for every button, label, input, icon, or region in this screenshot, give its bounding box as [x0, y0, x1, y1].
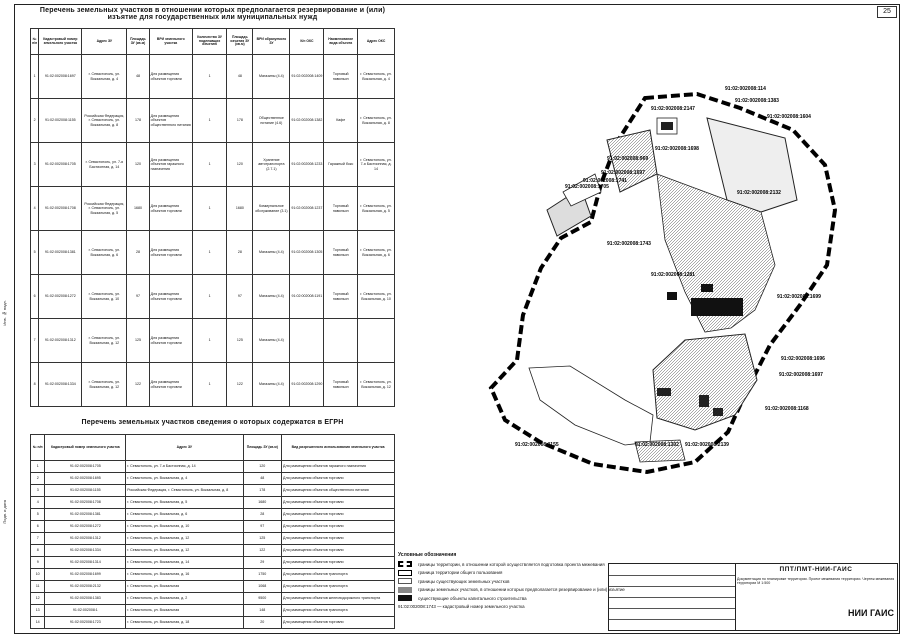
- column-header: ВРИ образуемого ЗУ: [253, 29, 290, 55]
- table-cell: 91:02:002008:1334: [45, 545, 126, 557]
- table-cell: 8: [31, 363, 39, 407]
- table-cell: г. Севастополь, ул. Вокзальная, д. 8: [358, 99, 395, 143]
- table-cell: г. Севастополь, ул. Вокзальная, д. 16: [126, 569, 243, 581]
- table-cell: 1: [192, 55, 226, 99]
- table-cell: Для размещения объектов торговли: [282, 497, 395, 509]
- table-cell: 178: [243, 485, 281, 497]
- table-cell: Для размещения объектов торговли: [282, 617, 395, 629]
- table-cell: 97: [227, 275, 253, 319]
- table-cell: Для размещения объектов торговли: [282, 521, 395, 533]
- table-row: [31, 557, 395, 569]
- table-cell: Для размещения объектов транспорта: [282, 581, 395, 593]
- cadastral-label: 91:02:002008:2132: [737, 190, 781, 196]
- table-cell: Для размещения объектов торговли: [149, 275, 192, 319]
- table-cell: 125: [243, 533, 281, 545]
- column-header: Адрес ЗУ: [126, 435, 243, 461]
- table-cell: г. Севастополь, ул. Вокзальная, д. 10: [126, 521, 243, 533]
- table-row: [31, 485, 395, 497]
- table-cell: 97: [127, 275, 149, 319]
- column-header: Адрес ОКС: [358, 29, 395, 55]
- table-row: [31, 461, 395, 473]
- table-row: [31, 569, 395, 581]
- table-cell: 97: [243, 521, 281, 533]
- table-cell: г. Севастополь, ул. Вокзальная, д. 12: [82, 363, 127, 407]
- table-cell: 91:02:002008:1409: [290, 55, 324, 99]
- table-cell: 91:02:002008:1312: [45, 533, 126, 545]
- table-cell: г. Севастополь, ул. Вокзальная, д. 2: [126, 593, 243, 605]
- drawing-description: Документация по планировке территории. Проект межевания территории. Чертеж межевания территории М 1:500: [737, 577, 895, 586]
- table-cell: 91:02:002008:1314: [45, 557, 126, 569]
- table-cell: Кафе: [324, 99, 358, 143]
- table-cell: г. Севастополь, ул. Вокзальная, д. 6: [82, 231, 127, 275]
- table-cell: 11: [31, 581, 45, 593]
- table-cell: Для размещения объектов торговли: [282, 557, 395, 569]
- cadastral-label: 91:02:002008:1281: [651, 272, 695, 278]
- table-cell: 91:02:002008:1334: [39, 363, 82, 407]
- table-cell: Для размещения объектов транспорта: [282, 569, 395, 581]
- cadastral-label: 91:02:002008:2139: [685, 442, 729, 448]
- table-row: [31, 99, 395, 143]
- table-cell: г. Севастополь, ул. Вокзальная, д. 12: [126, 545, 243, 557]
- legend-item: границы существующих земельных участков: [398, 577, 625, 586]
- table-cell: 91:02:002008:1695: [45, 473, 126, 485]
- table-cell: 91:02:002008:2132: [45, 581, 126, 593]
- table-cell: Для размещения объектов гаражного назначения: [149, 143, 192, 187]
- table-cell: 6: [31, 275, 39, 319]
- table-cell: 1: [192, 143, 226, 187]
- table-cell: г. Севастополь, ул. Вокзальная, д. 4: [82, 55, 127, 99]
- table-cell: 122: [227, 363, 253, 407]
- table-cell: 91:02:002008:1233: [290, 143, 324, 187]
- table-cell: 9500: [243, 593, 281, 605]
- table-cell: 1: [192, 99, 226, 143]
- table-cell: г. Севастополь, ул. 7-я Бастионная, д. 14: [126, 461, 243, 473]
- table-cell: 1750: [243, 569, 281, 581]
- table-cell: Для размещения объектов торговли: [149, 363, 192, 407]
- table-row: [31, 187, 395, 231]
- table-cell: Для размещения объектов торговли: [282, 509, 395, 521]
- column-header: Вид разрешенного использования земельного участка: [282, 435, 395, 461]
- table-cell: Магазины (4.4): [253, 55, 290, 99]
- table-cell: 1: [192, 187, 226, 231]
- table-cell: 91:02:002008:1705: [39, 143, 82, 187]
- table-cell: 91:02:002008:1191: [290, 275, 324, 319]
- table-cell: Российская Федерация, г. Севастополь, ул. Вокзальная, д. 5: [82, 187, 127, 231]
- column-header: Наименование вида объекта: [324, 29, 358, 55]
- column-header: № п/п: [31, 29, 39, 55]
- table-cell: 91:02:002008:1290: [290, 363, 324, 407]
- table-cell: Российская Федерация, г. Севастополь, ул. Вокзальная, д. 8: [82, 99, 127, 143]
- table-cell: 2: [31, 473, 45, 485]
- table-cell: 6: [31, 521, 45, 533]
- table-cell: 91:02:002008:1699: [45, 569, 126, 581]
- table-cell: Торговый павильон: [324, 363, 358, 407]
- legend-item: существующие объекты капитального строительства: [398, 594, 625, 603]
- table-cell: 29: [243, 557, 281, 569]
- table-cell: 5: [31, 231, 39, 275]
- table-cell: г. Севастополь, ул. Вокзальная, д. 10: [82, 275, 127, 319]
- legend-item: границы территории, в отношении которой осуществляется подготовка проекта межевания: [398, 560, 625, 569]
- table-cell: 13: [31, 605, 45, 617]
- table-cell: г. Севастополь, ул. 7-я Бастионная, д. 14: [82, 143, 127, 187]
- table-cell: 178: [127, 99, 149, 143]
- table-cell: 14: [31, 617, 45, 629]
- table-row: [31, 605, 395, 617]
- table-cell: 1: [192, 363, 226, 407]
- table-cell: 91:02:002008:1705: [45, 461, 126, 473]
- table-cell: 120: [127, 143, 149, 187]
- cadastral-label: 91:02:002008:1698: [655, 146, 699, 152]
- table-cell: 1068: [243, 581, 281, 593]
- table-cell: г. Севастополь, ул. 7-я Бастионная, д. 14: [358, 143, 395, 187]
- table-cell: 91:02:002008:1237: [290, 187, 324, 231]
- table-row: [31, 55, 395, 99]
- table-cell: 1: [192, 319, 226, 363]
- table-row: [31, 545, 395, 557]
- table-cell: 3: [31, 143, 39, 187]
- table-cell: 1: [31, 461, 45, 473]
- table-cell: 4: [31, 497, 45, 509]
- column-header: Площадь изъятия ЗУ (кв.м): [227, 29, 253, 55]
- table-cell: Торговый павильон: [324, 187, 358, 231]
- table-cell: Торговый павильон: [324, 231, 358, 275]
- table-cell: 91:02:002008:1305: [290, 231, 324, 275]
- table-cell: 7: [31, 319, 39, 363]
- table-cell: Магазины (4.4): [253, 319, 290, 363]
- side-stamp-2: Подп. и дата: [2, 500, 7, 524]
- egrn-table: [30, 434, 395, 629]
- table-cell: Магазины (4.4): [253, 231, 290, 275]
- table-cell: Для размещения объектов общественного питания: [149, 99, 192, 143]
- table-cell: 5: [31, 509, 45, 521]
- column-header: ВРИ земельного участка: [149, 29, 192, 55]
- table-cell: Для размещения объектов торговли: [282, 473, 395, 485]
- column-header: К/н ОКС: [290, 29, 324, 55]
- table-cell: [324, 319, 358, 363]
- table-cell: 91:02:002008:1381: [45, 509, 126, 521]
- cadastral-label: 91:02:002008:1743: [607, 241, 651, 247]
- table-cell: Для размещения объектов торговли: [149, 187, 192, 231]
- stamp-grid: [609, 564, 736, 630]
- table-row: [31, 581, 395, 593]
- drawing-code: ППТ/ПМТ-НИИ-ГАИС: [779, 566, 853, 573]
- table-cell: г. Севастополь, ул. Вокзальная, д. 4: [358, 55, 395, 99]
- table-cell: г. Севастополь, ул. Вокзальная, д. 5: [358, 187, 395, 231]
- table-cell: 91:02:002008:1272: [39, 275, 82, 319]
- table-cell: г. Севастополь, ул. Вокзальная, д. 10: [358, 275, 395, 319]
- cadastral-label: 91:02:002008:1604: [767, 114, 811, 120]
- table-cell: Гаражный бокс: [324, 143, 358, 187]
- column-header: Площадь ЗУ (кв.м): [243, 435, 281, 461]
- page-number: 25: [877, 6, 897, 18]
- table-cell: Для размещения объектов железнодорожного транспорта: [282, 593, 395, 605]
- table-cell: 148: [243, 605, 281, 617]
- legend-item: 91:02:002008:1743 — кадастровый номер земельного участка: [398, 604, 525, 610]
- cadastral-label: 91:02:002008:1155: [515, 442, 559, 448]
- table-row: [31, 275, 395, 319]
- column-header: Кадастровый номер земельного участка: [39, 29, 82, 55]
- table-cell: 1: [192, 275, 226, 319]
- cadastral-label: 91:02:002008:1168: [765, 406, 809, 412]
- table-cell: Торговый павильон: [324, 55, 358, 99]
- table-cell: 1: [192, 231, 226, 275]
- table-cell: 91:02:002008:1383: [45, 593, 126, 605]
- table-cell: 4: [31, 187, 39, 231]
- table-cell: 48: [127, 55, 149, 99]
- table-cell: 48: [227, 55, 253, 99]
- table-cell: Для размещения объектов торговли: [149, 55, 192, 99]
- cadastral-label: 91:02:002008:1705: [565, 184, 609, 190]
- table-cell: Для размещения объектов гаражного назначения: [282, 461, 395, 473]
- side-stamp: Инв. № подл.: [2, 300, 7, 326]
- table-cell: 2: [31, 99, 39, 143]
- parcel-south: [653, 334, 757, 430]
- table-cell: 1: [31, 55, 39, 99]
- table-cell: г. Севастополь, ул. Вокзальная, д. 12: [82, 319, 127, 363]
- legend-item: граница территории общего пользования: [398, 569, 625, 578]
- title-block: [608, 563, 898, 631]
- table-cell: Для размещения объектов торговли: [149, 231, 192, 275]
- table-cell: г. Севастополь, ул. Вокзальная, д. 5: [126, 497, 243, 509]
- table-cell: Коммунальное обслуживание (3.1): [253, 187, 290, 231]
- table2-title: Перечень земельных участков сведения о которых содержатся в ЕГРН: [81, 419, 344, 426]
- cadastral-map: [395, 70, 895, 535]
- table-cell: 178: [227, 99, 253, 143]
- table-cell: 28: [227, 231, 253, 275]
- table1-title: Перечень земельных участков в отношении которых предполагается резервирование и (или) изъятие для государственных или муниципальных нужд: [39, 7, 386, 21]
- table-cell: Для размещения объектов общественного питания: [282, 485, 395, 497]
- table-cell: г. Севастополь, ул. Вокзальная, д. 6: [126, 509, 243, 521]
- table-cell: 91:02:002008:1708: [45, 497, 126, 509]
- cadastral-label: 91:02:002008:969: [607, 156, 649, 162]
- table-cell: 1680: [243, 497, 281, 509]
- cadastral-label: 91:02:002008:114: [725, 86, 766, 92]
- table-cell: Для размещения объектов транспорта: [282, 605, 395, 617]
- table-row: [31, 363, 395, 407]
- legend-title: Условные обозначения: [398, 552, 457, 558]
- table-cell: 120: [243, 461, 281, 473]
- table-cell: 91:02:002008:1155: [45, 485, 126, 497]
- column-header: Площадь ЗУ (кв.м): [127, 29, 149, 55]
- table-cell: Российская Федерация, г. Севастополь, ул. Вокзальная, д. 8: [126, 485, 243, 497]
- table-cell: 91:02:002008:1155: [39, 99, 82, 143]
- table-cell: Для размещения объектов торговли: [282, 533, 395, 545]
- table-row: [31, 593, 395, 605]
- table-row: [31, 319, 395, 363]
- column-header: Кадастровый номер земельного участка: [45, 435, 126, 461]
- table-cell: 91:02:002008:1381: [39, 231, 82, 275]
- table-cell: г. Севастополь, ул. Вокзальная: [126, 581, 243, 593]
- table-cell: 9: [31, 557, 45, 569]
- table-cell: 91:02:002008:1382: [290, 99, 324, 143]
- table-cell: 1680: [127, 187, 149, 231]
- table-cell: Общественное питание (4.6): [253, 99, 290, 143]
- table-cell: 28: [127, 231, 149, 275]
- table-cell: г. Севастополь, ул. Вокзальная, д. 12: [358, 363, 395, 407]
- table-cell: Для размещения объектов торговли: [149, 319, 192, 363]
- legend-item: границы земельных участков, в отношении которых предполагается резервирование и (или) изъятие: [398, 586, 625, 595]
- table-cell: 12: [31, 593, 45, 605]
- table-cell: г. Севастополь, ул. Вокзальная, д. 4: [126, 473, 243, 485]
- table-cell: 1680: [227, 187, 253, 231]
- table-cell: г. Севастополь, ул. Вокзальная, д. 18: [126, 617, 243, 629]
- table-cell: [358, 319, 395, 363]
- column-header: Количество ЗУ подлежащих изъятию: [192, 29, 226, 55]
- table-cell: 91:02:002008:1697: [39, 55, 82, 99]
- table-cell: Магазины (4.4): [253, 363, 290, 407]
- table-row: [31, 521, 395, 533]
- table-row: [31, 533, 395, 545]
- column-header: Адрес ЗУ: [82, 29, 127, 55]
- table-cell: 20: [243, 617, 281, 629]
- cadastral-label: 91:02:002008:1302: [635, 442, 679, 448]
- table-cell: г. Севастополь, ул. Вокзальная, д. 12: [126, 533, 243, 545]
- organization-name: НИИ ГАИС: [848, 608, 894, 618]
- table-cell: Хранение автотранспорта (2.7.1): [253, 143, 290, 187]
- table-cell: [290, 319, 324, 363]
- table-row: [31, 143, 395, 187]
- table-cell: 3: [31, 485, 45, 497]
- cadastral-label: 91:02:002008:1699: [777, 294, 821, 300]
- table-row: [31, 231, 395, 275]
- cadastral-label: 91:02:002008:1697: [601, 170, 645, 176]
- table-cell: 10: [31, 569, 45, 581]
- cadastral-label: 91:02:002008:1741: [583, 178, 627, 184]
- table-cell: 91:02:002008:1272: [45, 521, 126, 533]
- table-row: [31, 473, 395, 485]
- table-cell: Торговый павильон: [324, 275, 358, 319]
- table-cell: 91:02:002008:1312: [39, 319, 82, 363]
- table-row: [31, 617, 395, 629]
- table-cell: 8: [31, 545, 45, 557]
- table-cell: 7: [31, 533, 45, 545]
- cadastral-label: 91:02:002008:1696: [781, 356, 825, 362]
- table-cell: Для размещения объектов торговли: [282, 545, 395, 557]
- table-cell: 91:02:002008:1708: [39, 187, 82, 231]
- table-cell: г. Севастополь, ул. Вокзальная, д. 14: [126, 557, 243, 569]
- column-header: № п/п: [31, 435, 45, 461]
- table-cell: г. Севастополь, ул. Вокзальная: [126, 605, 243, 617]
- table-cell: 91:02:002008:1723: [45, 617, 126, 629]
- table-row: [31, 497, 395, 509]
- table-cell: г. Севастополь, ул. Вокзальная, д. 6: [358, 231, 395, 275]
- cadastral-label: 91:02:002008:1383: [735, 98, 779, 104]
- table-cell: 28: [243, 509, 281, 521]
- table-cell: Магазины (4.4): [253, 275, 290, 319]
- map-legend: [398, 552, 625, 611]
- table-cell: 125: [127, 319, 149, 363]
- cadastral-label: 91:02:002008:1697: [779, 372, 823, 378]
- table-row: [31, 509, 395, 521]
- cadastral-label: 91:02:002008:2147: [651, 106, 695, 112]
- reservation-table: [30, 28, 395, 407]
- table-cell: 122: [243, 545, 281, 557]
- table-cell: 120: [227, 143, 253, 187]
- table-cell: 125: [227, 319, 253, 363]
- table-cell: 48: [243, 473, 281, 485]
- table-cell: 122: [127, 363, 149, 407]
- table-cell: 91:02:002008:1: [45, 605, 126, 617]
